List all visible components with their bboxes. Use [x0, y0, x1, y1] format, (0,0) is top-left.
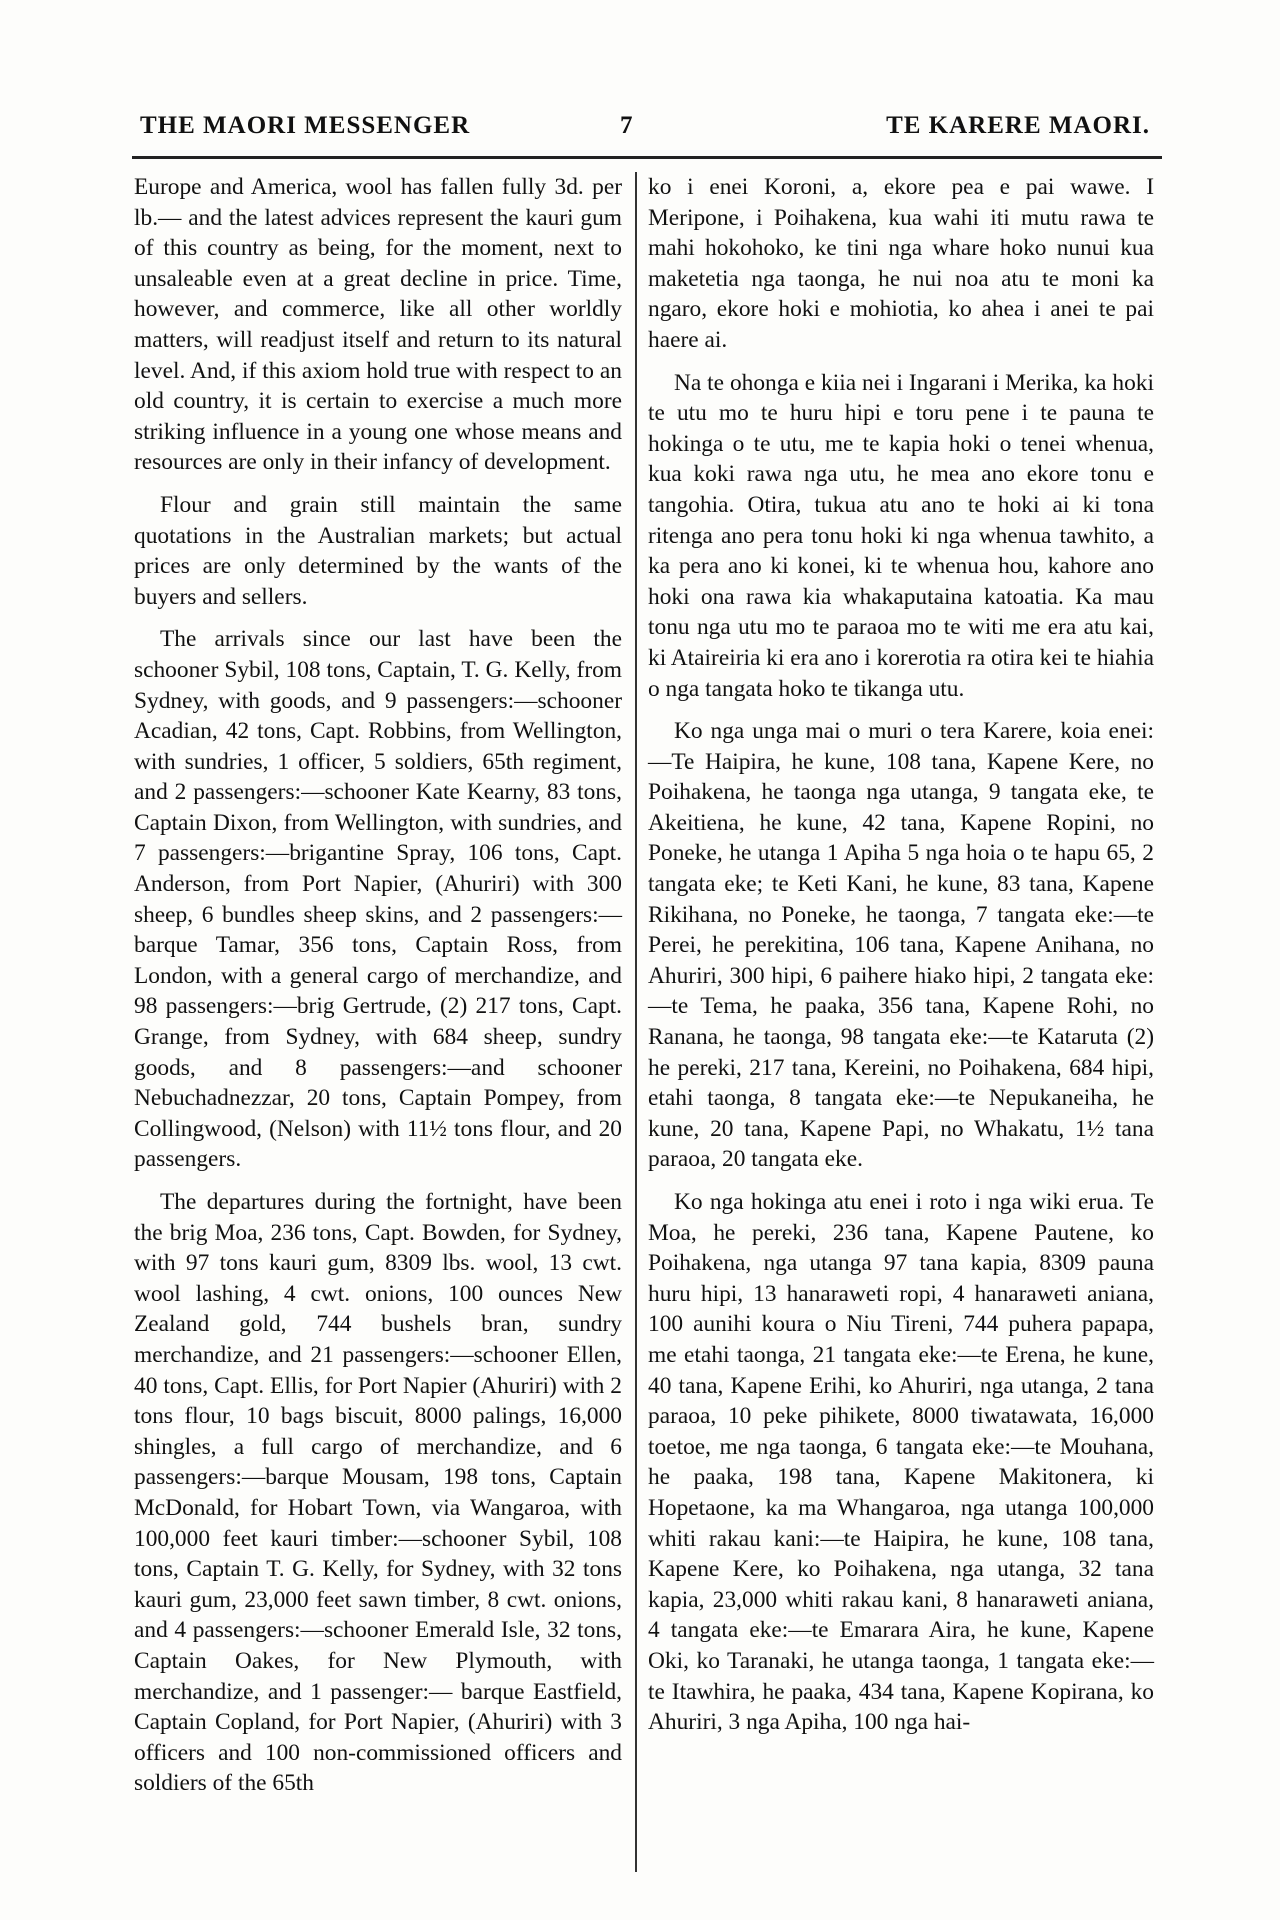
maori-paragraph-departures: Ko nga hokinga atu enei i roto i nga wiki erua. Te Moa, he pereki, 236 tana, Kapene Pautene, ko Poihakena, nga utanga 97 tana kapia, 8309 pauna huru hipi, 13 hanaraweti ropi, 4 hanaraweti aniana, 100 aunihi koura o Niu Tireni, 744 puhera papapa, me etahi taonga, 21 tangata eke:—te Erena, he kune, 40 tana, Kapene Erihi, ko Ahuriri, nga utanga, 2 tana paraoa, 10 peke pihikete, 8000 tiwatawata, 16,000 toetoe, me nga taonga, 6 tangata eke:—te Mouhana, he paaka, 198 tana, Kapene Makitonera, ki Hopetaone, ka ma Whangaroa, nga utanga 100,000 whiti rakau kani:—te Haipira, he kune, 108 tana, Kapene Kere, ko Poihakena, nga utanga, 32 tana kapia, 23,000 whiti rakau kani, 8 hanaraweti aniana, 4 tangata eke:—te Emarara Aira, he kune, Kapene Oki, ko Taranaki, he utanga taonga, 1 tangata eke:—te Itawhira, he paaka, 434 tana, Kapene Kopirana, ko Ahuriri, 3 nga Apiha, 100 nga hai-: [648, 1189, 1154, 1736]
maori-paragraph-arrivals: Ko nga unga mai o muri o tera Karere, koia enei:—Te Haipira, he kune, 108 tana, Kapene Kere, no Poihakena, he taonga nga utanga, 9 tangata eke, te Akeitiena, he kune, 42 tana, Kapene Ropini, no Poneke, he utanga 1 Apiha 5 nga hoia o te hapu 65, 2 tangata eke; te Keti Kani, he kune, 83 tana, Kapene Rikihana, no Poneke, he taonga, 7 tangata eke:—te Perei, he perekitina, 106 tana, Kapene Anihana, no Ahuriri, 300 hipi, 6 paihere hiako hipi, 2 tangata eke:—te Tema, he paaka, 356 tana, Kapene Rohi, no Ranana, he taonga, 98 tangata eke:—te Kataruta (2) he pereki, 217 tana, Kereini, no Poihakena, 684 hipi, etahi taonga, 8 tangata eke:—te Nepukaneiha, he kune, 20 tana, Kapene Papi, no Whakatu, 1½ tana paraoa, 20 tangata eke.: [648, 718, 1154, 1173]
column-divider: [635, 172, 637, 1872]
running-head: [140, 112, 1150, 148]
english-paragraph-arrivals: The arrivals since our last have been the schooner Sybil, 108 tons, Captain, T. G. Kelly, from Sydney, with goods, and 9 passengers:—schooner Acadian, 42 tons, Capt. Robbins, from Wellington, with sundries, 1 officer, 5 soldiers, 65th regiment, and 2 passengers:—schooner Kate Kearny, 83 tons, Captain Dixon, from Wellington, with sundries, and 7 passengers:—brigantine Spray, 106 tons, Capt. Anderson, from Port Napier, (Ahuriri) with 300 sheep, 6 bundles sheep skins, and 2 passengers:—barque Tamar, 356 tons, Captain Ross, from London, with a general cargo of merchandize, and 98 passengers:—brig Gertrude, (2) 217 tons, Capt. Grange, from Sydney, with 684 sheep, sundry goods, and 8 passengers:—and schooner Nebuchadnezzar, 20 tons, Captain Pompey, from Collingwood, (Nelson) with 11½ tons flour, and 20 passengers.: [134, 626, 622, 1173]
english-paragraph-departures: The departures during the fortnight, have been the brig Moa, 236 tons, Capt. Bowden, for Sydney, with 97 tons kauri gum, 8309 lbs. wool, 13 cwt. wool lashing, 4 cwt. onions, 100 ounces New Zealand gold, 744 bushels bran, sundry merchandize, and 21 passengers:—schooner Ellen, 40 tons, Capt. Ellis, for Port Napier (Ahuriri) with 2 tons flour, 10 bags biscuit, 8000 palings, 16,000 shingles, a full cargo of merchandize, and 6 passengers:—barque Mousam, 198 tons, Captain McDonald, for Hobart Town, via Wangaroa, with 100,000 feet kauri timber:—schooner Sybil, 108 tons, Captain T. G. Kelly, for Sydney, with 32 tons kauri gum, 23,000 feet sawn timber, 8 cwt. onions, and 4 passengers:—schooner Emerald Isle, 32 tons, Captain Oakes, for New Plymouth, with merchandize, and 1 passenger:— barque Eastfield, Captain Copland, for Port Napier, (Ahuriri) with 3 officers and 100 non-commissioned officers and soldiers of the 65th: [134, 1189, 622, 1797]
maori-paragraph-wool: Na te ohonga e kiia nei i Ingarani i Merika, ka hoki te utu mo te huru hipi e toru pene i te pauna te hokinga o te utu, me te kapia hoki o tenei whenua, kua koki rawa nga utu, he mea ano ekore tonu e tangohia. Otira, tukua atu ano te hoki ai ki tona ritenga ano pera tonu hoki ki nga whenua tawhito, a ka pera ano ki konei, ki te whenua hou, kahore ano hoki ona rawa kia whakaputaina katoatia. Ka mau tonu nga utu mo te paraoa mo te witi me era atu kai, ki Ataireiria ki era ano i korerotia ra otira kei te hiahia o nga tangata hoko te tikanga utu.: [648, 369, 1154, 702]
english-column: [134, 172, 622, 1811]
maori-paragraph-colonies: ko i enei Koroni, a, ekore pea e pai wawe. I Meripone, i Poihakena, kua wahi iti mutu rawa te mahi hokohoko, ke tini nga whare hoko nunui kua maketetia nga taonga, he nui noa atu te moni ka ngaro, ekore hoki e mohiotia, ko ahea i anei te pai haere ai.: [648, 174, 1154, 353]
page-number: 7: [620, 112, 634, 139]
maori-column: [648, 172, 1154, 1750]
header-rule: [132, 156, 1162, 159]
english-paragraph-wool: Europe and America, wool has fallen fully 3d. per lb.— and the latest advices represent the kauri gum of this country as being, for the moment, next to unsaleable even at a great decline in price. Time, however, and commerce, like all other worldly matters, will readjust itself and return to its natural level. And, if this axiom hold true with respect to an old country, it is certain to exercise a much more striking influence in a young one whose means and resources are only in their infancy of development.: [134, 174, 622, 476]
maori-title: TE KARERE MAORI.: [886, 112, 1150, 139]
english-paragraph-flour: Flour and grain still maintain the same quotations in the Australian markets; but actual prices are only determined by the wants of the buyers and sellers.: [134, 491, 622, 610]
english-title: THE MAORI MESSENGER: [140, 112, 471, 139]
